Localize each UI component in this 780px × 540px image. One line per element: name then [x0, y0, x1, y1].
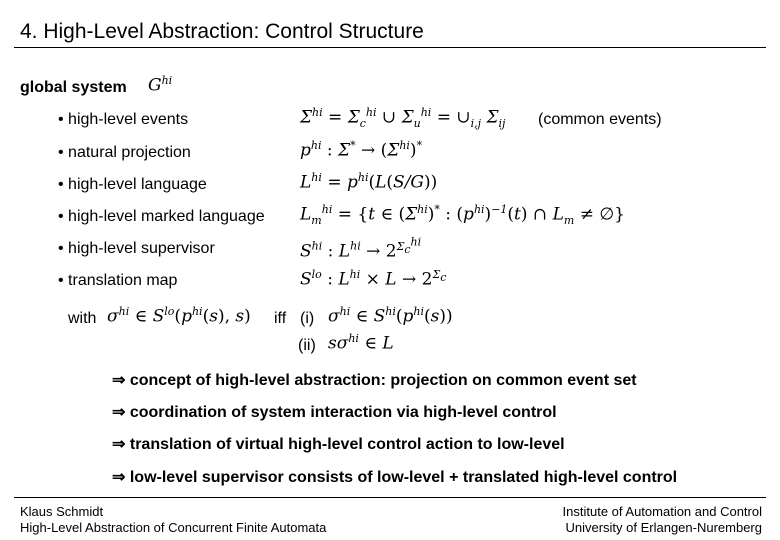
item-translation-map: • translation map [58, 272, 178, 289]
condition-ii-label: (ii) [298, 337, 316, 354]
footer-institute: Institute of Automation and Control [562, 504, 762, 519]
common-events-note: (common events) [538, 111, 662, 128]
implies-arrow-icon: ⇒ [112, 404, 126, 421]
item-high-level-events: • high-level events [58, 111, 189, 128]
slide-title: 4. High-Level Abstraction: Control Structure [20, 20, 424, 43]
formula-translation-map: $S^{lo}$ : $L^{hi} \times L \to 2^{\Sigma_c}$ [300, 268, 447, 290]
global-system-symbol: $G^{hi}$ [148, 74, 173, 96]
item-high-level-supervisor: • high-level supervisor [58, 240, 215, 257]
conclusion-2-text: coordination of system interaction via high-level control [129, 404, 557, 421]
footer-university: University of Erlangen-Nuremberg [565, 520, 762, 535]
footer-author: Klaus Schmidt [20, 504, 104, 519]
condition-i-formula: $\sigma^{hi}$ ∈ $S^{hi}(p^{hi}(s))$ [328, 305, 453, 327]
title-divider [14, 47, 766, 48]
with-condition-formula: $\sigma^{hi}$ ∈ $S^{lo}(p^{hi}(s)$, s) [107, 305, 251, 327]
conclusion-3 [112, 434, 565, 454]
global-system-label: global system [20, 79, 127, 96]
formula-high-level-supervisor: $S^{hi}$ : $L^{hi} \to 2^{\Sigma_c^{hi}}$ [300, 235, 422, 262]
conclusion-1 [112, 370, 637, 390]
condition-i-label: (i) [300, 310, 315, 327]
item-high-level-marked-language: • high-level marked language [58, 208, 265, 225]
formula-high-level-language: $L^{hi} = p^{hi}(L(S/G))$ [300, 171, 438, 193]
footer-divider [14, 497, 766, 498]
iff-label: iff [274, 310, 287, 327]
footer-right [563, 504, 762, 536]
formula-high-level-events: $\Sigma^{hi} = \Sigma_c^{hi}$ ∪ $\Sigma_u^{hi}$ = $\cup_{i,j}$ $\Sigma_{ij}$ [300, 106, 506, 131]
footer-talk-title: High-Level Abstraction of Concurrent Finite Automata [20, 520, 327, 535]
conclusion-3-text: translation of virtual high-level control action to low-level [129, 436, 565, 453]
condition-ii-formula: $s\sigma^{hi}$ ∈ L [328, 332, 394, 354]
conclusion-4 [112, 467, 677, 487]
formula-high-level-marked-language: $L_m^{hi} = \{t$ ∈ $(\Sigma^{hi})^*$ : $(p^{hi})^{-1}(t)$ ∩ $L_m$ ≠ ∅} [300, 203, 625, 228]
implies-arrow-icon: ⇒ [112, 436, 126, 453]
item-high-level-language: • high-level language [58, 176, 207, 193]
formula-natural-projection: $p^{hi}$ : $\Sigma^* \to (\Sigma^{hi})^*$ [300, 139, 423, 161]
footer-left [20, 504, 326, 536]
with-label: with [68, 310, 97, 327]
implies-arrow-icon: ⇒ [112, 469, 126, 486]
item-natural-projection: • natural projection [58, 144, 191, 161]
conclusion-1-text: concept of high-level abstraction: projection on common event set [129, 372, 637, 389]
conclusion-2 [112, 402, 557, 422]
conclusion-4-text: low-level supervisor consists of low-level + translated high-level control [129, 469, 678, 486]
implies-arrow-icon: ⇒ [112, 372, 126, 389]
